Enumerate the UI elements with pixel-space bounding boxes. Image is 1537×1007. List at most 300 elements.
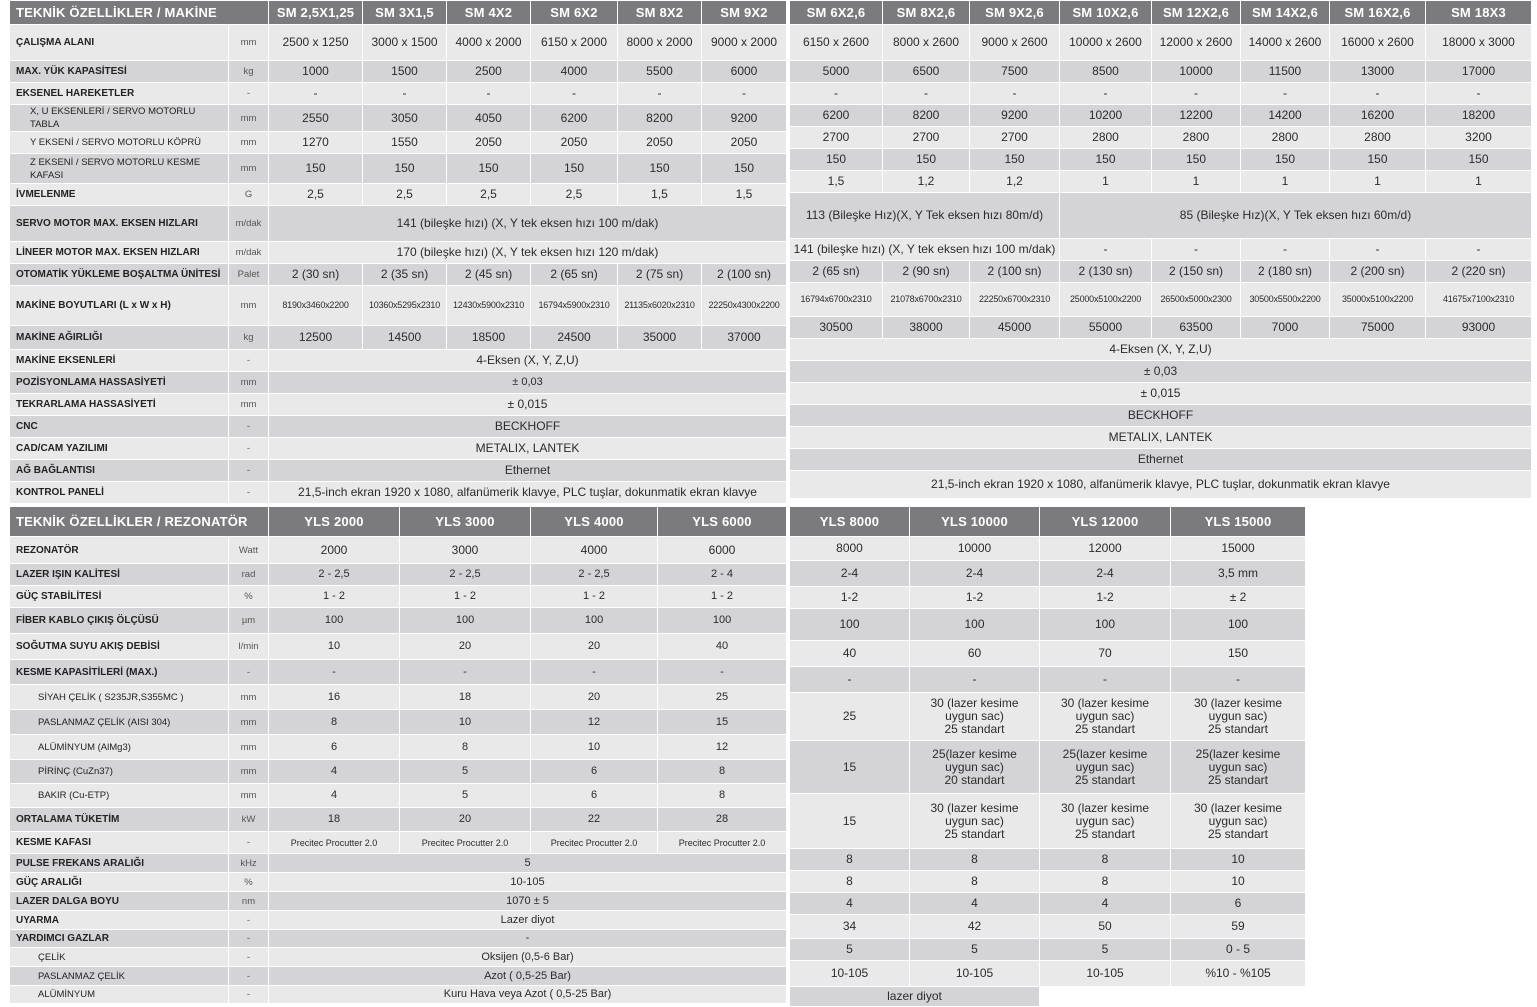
- value-cell: 15: [790, 794, 910, 849]
- model-header: SM 18X3: [1426, 1, 1532, 25]
- value-cell: 8: [400, 735, 531, 760]
- value-cell: 5: [1040, 939, 1171, 961]
- model-header: SM 12X2,6: [1152, 1, 1241, 25]
- value-cell: 2700: [790, 127, 883, 149]
- value-cell: 24500: [531, 326, 618, 350]
- value-cell: 6150 x 2000: [531, 25, 618, 61]
- value-cell: 2 (100 sn): [702, 264, 787, 286]
- value-cell: 4: [790, 893, 910, 915]
- value-cell: 22: [531, 808, 658, 832]
- value-cell: 18: [400, 685, 531, 710]
- value-cell: 113 (Bileşke Hız)(X, Y Tek eksen hızı 80m/d): [790, 193, 1060, 239]
- value-cell: -: [1152, 239, 1241, 261]
- value-cell: -: [618, 83, 702, 105]
- value-cell: 141 (bileşke hızı) (X, Y tek eksen hızı 100 m/dak): [790, 239, 1060, 261]
- value-cell: Precitec Procutter 2.0: [658, 832, 787, 854]
- value-cell: 20: [531, 634, 658, 660]
- value-cell: 6: [269, 735, 400, 760]
- value-cell: 10: [1171, 849, 1306, 871]
- value-cell: 3200: [1426, 127, 1532, 149]
- table-row: [790, 61, 1532, 83]
- value-cell: 4-Eksen (X, Y, Z,U): [269, 350, 787, 372]
- row-label: SERVO MOTOR MAX. EKSEN HIZLARI: [10, 206, 229, 242]
- value-cell: 30500x5500x2200: [1241, 283, 1330, 317]
- machine-spec-table-right: [789, 0, 1532, 499]
- model-header: YLS 10000: [910, 507, 1040, 537]
- value-cell: 30 (lazer kesime uygun sac) 25 standart: [1171, 693, 1306, 741]
- value-cell: 2 (100 sn): [970, 261, 1060, 283]
- value-cell: 10: [269, 634, 400, 660]
- resonator-table-title: TEKNİK ÖZELLİKLER / REZONATÖR: [10, 507, 269, 537]
- value-cell: -: [1241, 239, 1330, 261]
- value-cell: 150: [1060, 149, 1152, 171]
- value-cell: 4-Eksen (X, Y, Z,U): [790, 339, 1532, 361]
- unit-cell: %: [229, 586, 269, 608]
- value-cell: 2 (65 sn): [531, 264, 618, 286]
- unit-cell: mm: [229, 25, 269, 61]
- model-header: SM 3X1,5: [363, 1, 447, 25]
- value-cell: 2500: [447, 61, 531, 83]
- value-cell: -: [658, 660, 787, 685]
- table-row: [790, 641, 1306, 667]
- value-cell: 20: [400, 808, 531, 832]
- table-row: [10, 948, 787, 967]
- value-cell: 170 (bileşke hızı) (X, Y tek eksen hızı 120 m/dak): [269, 242, 787, 264]
- value-cell: -: [883, 83, 970, 105]
- value-cell: 2 (150 sn): [1152, 261, 1241, 283]
- value-cell: 60: [910, 641, 1040, 667]
- value-cell: 150: [883, 149, 970, 171]
- value-cell: -: [447, 83, 531, 105]
- value-cell: 12000 x 2600: [1152, 25, 1241, 61]
- value-cell: 2 (220 sn): [1426, 261, 1532, 283]
- value-cell: 100: [531, 608, 658, 634]
- value-cell: 40: [658, 634, 787, 660]
- model-header: SM 2,5X1,25: [269, 1, 363, 25]
- value-cell: 1270: [269, 132, 363, 154]
- table-row: [10, 930, 787, 948]
- table-row: [10, 25, 787, 61]
- row-label: LAZER DALGA BOYU: [10, 892, 229, 911]
- value-cell: 10-105: [1040, 961, 1171, 987]
- row-label: FİBER KABLO ÇIKIŞ ÖLÇÜSÜ: [10, 608, 229, 634]
- value-cell: 4000 x 2000: [447, 25, 531, 61]
- table-row: [10, 892, 787, 911]
- table-row: [10, 264, 787, 286]
- value-cell: 2,5: [363, 184, 447, 206]
- value-cell: 1: [1152, 171, 1241, 193]
- value-cell: 1,5: [618, 184, 702, 206]
- row-label: POZİSYONLAMA HASSASİYETİ: [10, 372, 229, 394]
- value-cell: 8000: [790, 537, 910, 561]
- table-row: [10, 61, 787, 83]
- value-cell: 37000: [702, 326, 787, 350]
- value-cell: 22250x4300x2200: [702, 286, 787, 326]
- table-row: [790, 794, 1306, 849]
- value-cell: 18000 x 3000: [1426, 25, 1532, 61]
- value-cell: 10200: [1060, 105, 1152, 127]
- table-row: [10, 873, 787, 892]
- value-cell: 1 - 2: [531, 586, 658, 608]
- value-cell: 141 (bileşke hızı) (X, Y tek eksen hızı 100 m/dak): [269, 206, 787, 242]
- value-cell: 8: [790, 849, 910, 871]
- table-row: [790, 471, 1532, 499]
- value-cell: -: [1330, 239, 1426, 261]
- unit-cell: kg: [229, 326, 269, 350]
- table-row: [10, 286, 787, 326]
- value-cell: ± 0,015: [269, 394, 787, 416]
- value-cell: 5: [400, 760, 531, 784]
- value-cell: 2 - 4: [658, 564, 787, 586]
- value-cell: 1: [1241, 171, 1330, 193]
- value-cell: 1: [1426, 171, 1532, 193]
- value-cell: 2,5: [531, 184, 618, 206]
- value-cell: Kuru Hava veya Azot ( 0,5-25 Bar): [269, 986, 787, 1004]
- unit-cell: l/min: [229, 634, 269, 660]
- value-cell: 25: [790, 693, 910, 741]
- model-header: SM 6X2,6: [790, 1, 883, 25]
- value-cell: 63500: [1152, 317, 1241, 339]
- row-label: Z EKSENİ / SERVO MOTORLU KESME KAFASI: [10, 154, 229, 184]
- value-cell: METALIX, LANTEK: [269, 438, 787, 460]
- table-row: [10, 416, 787, 438]
- table-row: [790, 25, 1532, 61]
- value-cell: 2550: [269, 105, 363, 132]
- table-row: [10, 350, 787, 372]
- unit-cell: %: [229, 873, 269, 892]
- value-cell: 8190x3460x2200: [269, 286, 363, 326]
- value-cell: 12: [531, 710, 658, 735]
- value-cell: 8: [910, 871, 1040, 893]
- value-cell: 1 - 2: [400, 586, 531, 608]
- unit-cell: -: [229, 967, 269, 986]
- table-row: [10, 685, 787, 710]
- table-row: [10, 326, 787, 350]
- table-row: [10, 242, 787, 264]
- value-cell: 10000: [910, 537, 1040, 561]
- value-cell: 35000x5100x2200: [1330, 283, 1426, 317]
- value-cell: -: [1152, 83, 1241, 105]
- table-row: [790, 383, 1532, 405]
- value-cell: 150: [1330, 149, 1426, 171]
- table-row: [10, 564, 787, 586]
- value-cell: -: [269, 930, 787, 948]
- table-row: [10, 372, 787, 394]
- unit-cell: G: [229, 184, 269, 206]
- value-cell: -: [363, 83, 447, 105]
- unit-cell: kW: [229, 808, 269, 832]
- value-cell: 30 (lazer kesime uygun sac) 25 standart: [1171, 794, 1306, 849]
- table-row: [790, 105, 1532, 127]
- row-label: SOĞUTMA SUYU AKIŞ DEBİSİ: [10, 634, 229, 660]
- value-cell: 35000: [618, 326, 702, 350]
- value-cell: 16000 x 2600: [1330, 25, 1426, 61]
- value-cell: 10-105: [790, 961, 910, 987]
- row-label: KESME KAFASI: [10, 832, 229, 854]
- row-label: MAX. YÜK KAPASİTESİ: [10, 61, 229, 83]
- value-cell: 2 (45 sn): [447, 264, 531, 286]
- value-cell: 59: [1171, 915, 1306, 939]
- unit-cell: kg: [229, 61, 269, 83]
- table-row: [10, 105, 787, 132]
- table-row: [10, 967, 787, 986]
- value-cell: 10000 x 2600: [1060, 25, 1152, 61]
- value-cell: 12200: [1152, 105, 1241, 127]
- value-cell: 2,5: [447, 184, 531, 206]
- row-label: CNC: [10, 416, 229, 438]
- table-row: [790, 915, 1306, 939]
- model-header: SM 6X2: [531, 1, 618, 25]
- value-cell: 34: [790, 915, 910, 939]
- value-cell: 1,2: [970, 171, 1060, 193]
- value-cell: 150: [618, 154, 702, 184]
- table-row: [10, 154, 787, 184]
- value-cell: 100: [1040, 609, 1171, 641]
- row-label: MAKİNE BOYUTLARI (L x W x H): [10, 286, 229, 326]
- value-cell: 1000: [269, 61, 363, 83]
- value-cell: 25: [658, 685, 787, 710]
- table-row: [790, 449, 1532, 471]
- value-cell: 8: [1040, 849, 1171, 871]
- value-cell: 15: [790, 741, 910, 794]
- table-row: [10, 735, 787, 760]
- value-cell: 70: [1040, 641, 1171, 667]
- model-header: SM 8X2,6: [883, 1, 970, 25]
- value-cell: 100: [400, 608, 531, 634]
- value-cell: 16794x6700x2310: [790, 283, 883, 317]
- value-cell: 75000: [1330, 317, 1426, 339]
- value-cell: 10: [531, 735, 658, 760]
- table-row: [10, 911, 787, 930]
- value-cell: 8000 x 2600: [883, 25, 970, 61]
- value-cell: -: [790, 83, 883, 105]
- row-label: ÇELİK: [10, 948, 229, 967]
- value-cell: 1-2: [1040, 587, 1171, 609]
- value-cell: 30500: [790, 317, 883, 339]
- model-header: YLS 12000: [1040, 507, 1171, 537]
- table-row: [790, 939, 1306, 961]
- value-cell: lazer diyot: [790, 987, 1040, 1007]
- empty-cell: [1171, 987, 1306, 1007]
- value-cell: 2,5: [269, 184, 363, 206]
- unit-cell: -: [229, 911, 269, 930]
- unit-cell: -: [229, 350, 269, 372]
- value-cell: 38000: [883, 317, 970, 339]
- value-cell: Precitec Procutter 2.0: [531, 832, 658, 854]
- table-row: [790, 693, 1306, 741]
- value-cell: 4050: [447, 105, 531, 132]
- row-label: AĞ BAĞLANTISI: [10, 460, 229, 482]
- table-row: [10, 832, 787, 854]
- row-label: PULSE FREKANS ARALIĞI: [10, 854, 229, 873]
- value-cell: 2 (200 sn): [1330, 261, 1426, 283]
- table-row: [790, 961, 1306, 987]
- value-cell: 1-2: [910, 587, 1040, 609]
- row-label: OTOMATİK YÜKLEME BOŞALTMA ÜNİTESİ: [10, 264, 229, 286]
- machine-table-title: TEKNİK ÖZELLİKLER / MAKİNE: [10, 1, 269, 25]
- row-label: SİYAH ÇELİK ( S235JR,S355MC ): [10, 685, 229, 710]
- unit-cell: mm: [229, 372, 269, 394]
- value-cell: Lazer diyot: [269, 911, 787, 930]
- table-row: [10, 132, 787, 154]
- table-row: [790, 127, 1532, 149]
- value-cell: 21135x6020x2310: [618, 286, 702, 326]
- unit-cell: Palet: [229, 264, 269, 286]
- table-row: [10, 394, 787, 416]
- table-row: [10, 537, 787, 564]
- value-cell: 26500x5000x2300: [1152, 283, 1241, 317]
- unit-cell: mm: [229, 286, 269, 326]
- value-cell: 2 (90 sn): [883, 261, 970, 283]
- value-cell: 1500: [363, 61, 447, 83]
- value-cell: 2050: [618, 132, 702, 154]
- value-cell: 2-4: [910, 561, 1040, 587]
- value-cell: 25(lazer kesime uygun sac) 25 standart: [1171, 741, 1306, 794]
- value-cell: -: [1241, 83, 1330, 105]
- table-row: [10, 660, 787, 685]
- unit-cell: mm: [229, 105, 269, 132]
- value-cell: 18200: [1426, 105, 1532, 127]
- value-cell: 7000: [1241, 317, 1330, 339]
- value-cell: 10-105: [910, 961, 1040, 987]
- table-row: [10, 760, 787, 784]
- value-cell: 22250x6700x2310: [970, 283, 1060, 317]
- value-cell: 1: [1060, 171, 1152, 193]
- table-row: [790, 171, 1532, 193]
- row-label: ORTALAMA TÜKETİM: [10, 808, 229, 832]
- value-cell: 2 - 2,5: [400, 564, 531, 586]
- unit-cell: -: [229, 460, 269, 482]
- value-cell: 14200: [1241, 105, 1330, 127]
- model-header: YLS 4000: [531, 507, 658, 537]
- value-cell: 21,5-inch ekran 1920 x 1080, alfanümerik klavye, PLC tuşlar, dokunmatik ekran klavye: [269, 482, 787, 504]
- value-cell: 8500: [1060, 61, 1152, 83]
- value-cell: -: [1060, 83, 1152, 105]
- value-cell: ± 0,015: [790, 383, 1532, 405]
- value-cell: 8: [1040, 871, 1171, 893]
- value-cell: -: [1171, 667, 1306, 693]
- value-cell: 2 (30 sn): [269, 264, 363, 286]
- resonator-spec-table-right: [789, 506, 1306, 1007]
- value-cell: 1070 ± 5: [269, 892, 787, 911]
- value-cell: 100: [790, 609, 910, 641]
- value-cell: 8: [790, 871, 910, 893]
- table-row: [790, 987, 1306, 1007]
- unit-cell: -: [229, 948, 269, 967]
- unit-cell: m/dak: [229, 206, 269, 242]
- unit-cell: mm: [229, 154, 269, 184]
- value-cell: 50: [1040, 915, 1171, 939]
- value-cell: 5: [269, 854, 787, 873]
- value-cell: 9200: [702, 105, 787, 132]
- unit-cell: mm: [229, 394, 269, 416]
- value-cell: ± 0,03: [269, 372, 787, 394]
- table-row: [790, 537, 1306, 561]
- row-label: BAKIR (Cu-ETP): [10, 784, 229, 808]
- value-cell: 150: [1152, 149, 1241, 171]
- machine-spec-table-left: [9, 0, 787, 504]
- row-label: MAKİNE EKSENLERİ: [10, 350, 229, 372]
- table-row: [790, 193, 1532, 239]
- value-cell: 16200: [1330, 105, 1426, 127]
- value-cell: 6200: [531, 105, 618, 132]
- table-row: [790, 849, 1306, 871]
- value-cell: 0 - 5: [1171, 939, 1306, 961]
- value-cell: 8: [910, 849, 1040, 871]
- table-row: [10, 808, 787, 832]
- value-cell: 12: [658, 735, 787, 760]
- unit-cell: mm: [229, 784, 269, 808]
- value-cell: 25(lazer kesime uygun sac) 25 standart: [1040, 741, 1171, 794]
- value-cell: 2800: [1330, 127, 1426, 149]
- value-cell: 2 - 2,5: [269, 564, 400, 586]
- value-cell: 1-2: [790, 587, 910, 609]
- table-row: [10, 634, 787, 660]
- value-cell: -: [269, 83, 363, 105]
- value-cell: 9000 x 2600: [970, 25, 1060, 61]
- value-cell: 150: [269, 154, 363, 184]
- value-cell: 3050: [363, 105, 447, 132]
- value-cell: 18: [269, 808, 400, 832]
- model-header: SM 14X2,6: [1241, 1, 1330, 25]
- value-cell: 6500: [883, 61, 970, 83]
- table-row: [10, 986, 787, 1004]
- value-cell: 12000: [1040, 537, 1171, 561]
- unit-cell: -: [229, 930, 269, 948]
- value-cell: 21078x6700x2310: [883, 283, 970, 317]
- value-cell: 2700: [970, 127, 1060, 149]
- value-cell: 2800: [1152, 127, 1241, 149]
- model-header: YLS 15000: [1171, 507, 1306, 537]
- value-cell: 41675x7100x2310: [1426, 283, 1532, 317]
- table-row: [10, 854, 787, 873]
- unit-cell: -: [229, 438, 269, 460]
- model-header: SM 9X2: [702, 1, 787, 25]
- value-cell: 8000 x 2000: [618, 25, 702, 61]
- row-label: EKSENEL HAREKETLER: [10, 83, 229, 105]
- value-cell: 2700: [883, 127, 970, 149]
- value-cell: -: [531, 660, 658, 685]
- value-cell: 30 (lazer kesime uygun sac) 25 standart: [1040, 693, 1171, 741]
- table-row: [790, 893, 1306, 915]
- row-label: UYARMA: [10, 911, 229, 930]
- row-label: TEKRARLAMA HASSASİYETİ: [10, 394, 229, 416]
- value-cell: 100: [658, 608, 787, 634]
- value-cell: -: [910, 667, 1040, 693]
- row-label: PİRİNÇ (CuZn37): [10, 760, 229, 784]
- table-row: [790, 239, 1532, 261]
- value-cell: 150: [363, 154, 447, 184]
- table-row: [10, 608, 787, 634]
- value-cell: -: [702, 83, 787, 105]
- value-cell: -: [1426, 83, 1532, 105]
- value-cell: 14500: [363, 326, 447, 350]
- value-cell: 3000 x 1500: [363, 25, 447, 61]
- value-cell: 6200: [790, 105, 883, 127]
- value-cell: 16794x5900x2310: [531, 286, 618, 326]
- value-cell: 4: [910, 893, 1040, 915]
- value-cell: 8: [269, 710, 400, 735]
- value-cell: 2050: [702, 132, 787, 154]
- table-row: [790, 871, 1306, 893]
- value-cell: 4: [1040, 893, 1171, 915]
- value-cell: 5500: [618, 61, 702, 83]
- value-cell: 150: [702, 154, 787, 184]
- value-cell: 150: [1426, 149, 1532, 171]
- table-row: [790, 561, 1306, 587]
- value-cell: 2 (130 sn): [1060, 261, 1152, 283]
- table-row: [790, 261, 1532, 283]
